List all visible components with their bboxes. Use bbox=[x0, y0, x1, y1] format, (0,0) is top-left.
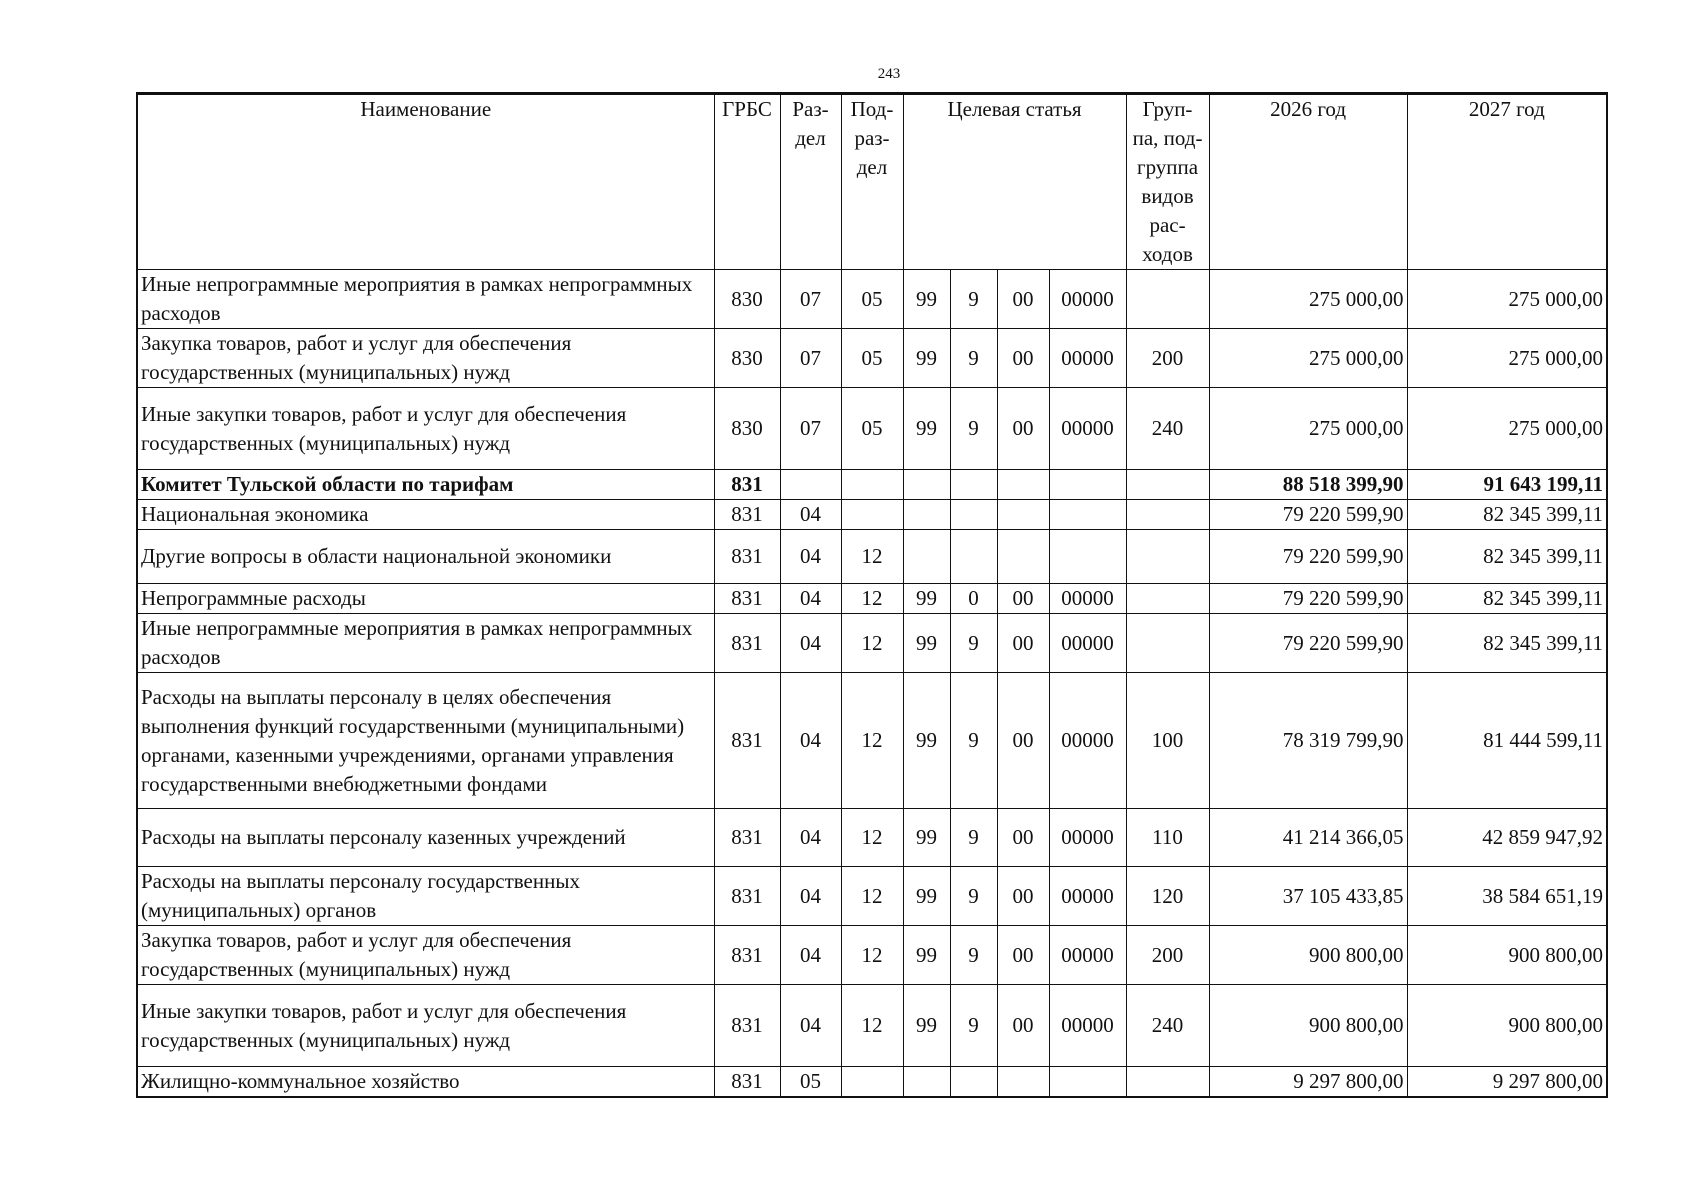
row-tselevaya-2: 9 bbox=[950, 926, 997, 985]
row-sum-2027: 900 800,00 bbox=[1407, 985, 1607, 1067]
row-name: Иные закупки товаров, работ и услуг для обеспечения государственных (муниципальных) нужд bbox=[137, 985, 714, 1067]
row-tselevaya-3: 00 bbox=[997, 614, 1049, 673]
row-podrazdel: 12 bbox=[841, 985, 903, 1067]
row-vid-rashodov bbox=[1126, 470, 1209, 500]
row-grbs: 830 bbox=[714, 388, 780, 470]
row-tselevaya-4: 00000 bbox=[1049, 270, 1126, 329]
row-name: Закупка товаров, работ и услуг для обеспечения государственных (муниципальных) нужд bbox=[137, 926, 714, 985]
row-tselevaya-4: 00000 bbox=[1049, 673, 1126, 809]
row-vid-rashodov: 120 bbox=[1126, 867, 1209, 926]
header-grbs: ГРБС bbox=[714, 94, 780, 270]
row-name: Иные непрограммные мероприятия в рамках непрограммных расходов bbox=[137, 614, 714, 673]
row-tselevaya-3 bbox=[997, 500, 1049, 530]
row-razdel: 04 bbox=[780, 809, 841, 867]
row-tselevaya-4: 00000 bbox=[1049, 985, 1126, 1067]
row-podrazdel: 12 bbox=[841, 809, 903, 867]
row-podrazdel: 05 bbox=[841, 329, 903, 388]
row-sum-2027: 82 345 399,11 bbox=[1407, 584, 1607, 614]
row-tselevaya-3: 00 bbox=[997, 270, 1049, 329]
row-name: Расходы на выплаты персоналу в целях обеспечения выполнения функций государственными (муниципальными) органами, казенными учреждениями, органами управления государственными внебюджетными фондами bbox=[137, 673, 714, 809]
row-razdel: 07 bbox=[780, 329, 841, 388]
header-tselevaya-statya: Целевая статья bbox=[903, 94, 1126, 270]
row-tselevaya-4: 00000 bbox=[1049, 614, 1126, 673]
row-tselevaya-3 bbox=[997, 1067, 1049, 1098]
row-tselevaya-2 bbox=[950, 500, 997, 530]
row-vid-rashodov bbox=[1126, 584, 1209, 614]
row-tselevaya-1: 99 bbox=[903, 867, 950, 926]
row-tselevaya-3: 00 bbox=[997, 985, 1049, 1067]
row-tselevaya-3: 00 bbox=[997, 926, 1049, 985]
row-sum-2027: 275 000,00 bbox=[1407, 329, 1607, 388]
row-tselevaya-4: 00000 bbox=[1049, 809, 1126, 867]
row-name: Расходы на выплаты персоналу казенных учреждений bbox=[137, 809, 714, 867]
row-tselevaya-2: 9 bbox=[950, 809, 997, 867]
row-tselevaya-2: 9 bbox=[950, 270, 997, 329]
row-podrazdel: 12 bbox=[841, 867, 903, 926]
row-tselevaya-2 bbox=[950, 530, 997, 584]
row-vid-rashodov: 200 bbox=[1126, 329, 1209, 388]
row-tselevaya-3 bbox=[997, 470, 1049, 500]
row-tselevaya-1 bbox=[903, 530, 950, 584]
row-grbs: 830 bbox=[714, 329, 780, 388]
row-tselevaya-2: 9 bbox=[950, 673, 997, 809]
row-vid-rashodov bbox=[1126, 530, 1209, 584]
row-tselevaya-3: 00 bbox=[997, 388, 1049, 470]
row-sum-2027: 9 297 800,00 bbox=[1407, 1067, 1607, 1098]
row-name: Комитет Тульской области по тарифам bbox=[137, 470, 714, 500]
row-razdel: 04 bbox=[780, 926, 841, 985]
row-sum-2026: 9 297 800,00 bbox=[1209, 1067, 1407, 1098]
row-tselevaya-4: 00000 bbox=[1049, 584, 1126, 614]
table-row bbox=[137, 985, 1607, 1067]
header-year-2027: 2027 год bbox=[1407, 94, 1607, 270]
row-tselevaya-2: 9 bbox=[950, 388, 997, 470]
row-tselevaya-1: 99 bbox=[903, 388, 950, 470]
row-razdel bbox=[780, 470, 841, 500]
header-razdel: Раз- дел bbox=[780, 94, 841, 270]
table-row bbox=[137, 470, 1607, 500]
row-sum-2026: 900 800,00 bbox=[1209, 985, 1407, 1067]
row-podrazdel bbox=[841, 470, 903, 500]
row-sum-2027: 42 859 947,92 bbox=[1407, 809, 1607, 867]
row-podrazdel: 05 bbox=[841, 388, 903, 470]
row-sum-2026: 275 000,00 bbox=[1209, 329, 1407, 388]
row-grbs: 831 bbox=[714, 926, 780, 985]
table-row bbox=[137, 673, 1607, 809]
row-tselevaya-4 bbox=[1049, 470, 1126, 500]
row-razdel: 04 bbox=[780, 614, 841, 673]
row-tselevaya-1 bbox=[903, 500, 950, 530]
row-razdel: 05 bbox=[780, 1067, 841, 1098]
row-podrazdel: 12 bbox=[841, 926, 903, 985]
row-tselevaya-2: 9 bbox=[950, 614, 997, 673]
row-sum-2026: 88 518 399,90 bbox=[1209, 470, 1407, 500]
row-sum-2027: 82 345 399,11 bbox=[1407, 500, 1607, 530]
table-row bbox=[137, 270, 1607, 329]
row-tselevaya-1 bbox=[903, 1067, 950, 1098]
row-tselevaya-2: 9 bbox=[950, 867, 997, 926]
table-header-row bbox=[137, 94, 1607, 270]
row-podrazdel: 12 bbox=[841, 530, 903, 584]
header-name: Наименование bbox=[137, 94, 714, 270]
row-sum-2027: 275 000,00 bbox=[1407, 270, 1607, 329]
row-sum-2027: 900 800,00 bbox=[1407, 926, 1607, 985]
row-podrazdel bbox=[841, 500, 903, 530]
row-vid-rashodov bbox=[1126, 1067, 1209, 1098]
row-grbs: 831 bbox=[714, 1067, 780, 1098]
row-grbs: 831 bbox=[714, 614, 780, 673]
row-grbs: 831 bbox=[714, 867, 780, 926]
row-grbs: 830 bbox=[714, 270, 780, 329]
row-sum-2026: 79 220 599,90 bbox=[1209, 614, 1407, 673]
row-tselevaya-2: 0 bbox=[950, 584, 997, 614]
row-razdel: 07 bbox=[780, 388, 841, 470]
row-grbs: 831 bbox=[714, 530, 780, 584]
row-tselevaya-1: 99 bbox=[903, 926, 950, 985]
row-tselevaya-3: 00 bbox=[997, 809, 1049, 867]
row-tselevaya-1: 99 bbox=[903, 584, 950, 614]
table-body bbox=[137, 270, 1607, 1098]
row-sum-2026: 275 000,00 bbox=[1209, 270, 1407, 329]
table-row bbox=[137, 867, 1607, 926]
row-tselevaya-3: 00 bbox=[997, 867, 1049, 926]
row-name: Иные закупки товаров, работ и услуг для обеспечения государственных (муниципальных) нужд bbox=[137, 388, 714, 470]
row-sum-2027: 275 000,00 bbox=[1407, 388, 1607, 470]
row-razdel: 04 bbox=[780, 530, 841, 584]
row-podrazdel bbox=[841, 1067, 903, 1098]
row-podrazdel: 12 bbox=[841, 614, 903, 673]
row-name: Иные непрограммные мероприятия в рамках непрограммных расходов bbox=[137, 270, 714, 329]
table-row bbox=[137, 530, 1607, 584]
row-tselevaya-4 bbox=[1049, 1067, 1126, 1098]
row-name: Национальная экономика bbox=[137, 500, 714, 530]
row-sum-2026: 900 800,00 bbox=[1209, 926, 1407, 985]
row-grbs: 831 bbox=[714, 500, 780, 530]
row-tselevaya-4: 00000 bbox=[1049, 388, 1126, 470]
row-sum-2026: 41 214 366,05 bbox=[1209, 809, 1407, 867]
table-row bbox=[137, 614, 1607, 673]
row-podrazdel: 12 bbox=[841, 673, 903, 809]
row-tselevaya-1: 99 bbox=[903, 809, 950, 867]
row-tselevaya-1 bbox=[903, 470, 950, 500]
row-grbs: 831 bbox=[714, 673, 780, 809]
table-row bbox=[137, 1067, 1607, 1098]
row-sum-2026: 78 319 799,90 bbox=[1209, 673, 1407, 809]
row-tselevaya-2 bbox=[950, 1067, 997, 1098]
row-vid-rashodov bbox=[1126, 270, 1209, 329]
row-grbs: 831 bbox=[714, 584, 780, 614]
row-vid-rashodov: 240 bbox=[1126, 985, 1209, 1067]
table-row bbox=[137, 809, 1607, 867]
row-razdel: 04 bbox=[780, 867, 841, 926]
row-tselevaya-3 bbox=[997, 530, 1049, 584]
row-vid-rashodov: 100 bbox=[1126, 673, 1209, 809]
table-row bbox=[137, 584, 1607, 614]
row-name: Жилищно-коммунальное хозяйство bbox=[137, 1067, 714, 1098]
row-razdel: 07 bbox=[780, 270, 841, 329]
row-razdel: 04 bbox=[780, 985, 841, 1067]
row-tselevaya-2: 9 bbox=[950, 329, 997, 388]
row-vid-rashodov bbox=[1126, 614, 1209, 673]
row-tselevaya-4: 00000 bbox=[1049, 926, 1126, 985]
row-tselevaya-4: 00000 bbox=[1049, 329, 1126, 388]
page-number: 243 bbox=[877, 66, 901, 82]
row-sum-2027: 38 584 651,19 bbox=[1407, 867, 1607, 926]
row-tselevaya-3: 00 bbox=[997, 329, 1049, 388]
row-sum-2027: 82 345 399,11 bbox=[1407, 530, 1607, 584]
row-tselevaya-2: 9 bbox=[950, 985, 997, 1067]
row-tselevaya-3: 00 bbox=[997, 584, 1049, 614]
table-row bbox=[137, 500, 1607, 530]
row-name: Расходы на выплаты персоналу государственных (муниципальных) органов bbox=[137, 867, 714, 926]
row-tselevaya-1: 99 bbox=[903, 614, 950, 673]
row-grbs: 831 bbox=[714, 470, 780, 500]
row-tselevaya-1: 99 bbox=[903, 673, 950, 809]
row-tselevaya-3: 00 bbox=[997, 673, 1049, 809]
table-row bbox=[137, 388, 1607, 470]
budget-table bbox=[136, 92, 1608, 1098]
row-sum-2027: 91 643 199,11 bbox=[1407, 470, 1607, 500]
row-tselevaya-1: 99 bbox=[903, 329, 950, 388]
row-grbs: 831 bbox=[714, 809, 780, 867]
row-name: Другие вопросы в области национальной экономики bbox=[137, 530, 714, 584]
row-sum-2027: 82 345 399,11 bbox=[1407, 614, 1607, 673]
header-year-2026: 2026 год bbox=[1209, 94, 1407, 270]
row-tselevaya-1: 99 bbox=[903, 985, 950, 1067]
row-tselevaya-4 bbox=[1049, 530, 1126, 584]
row-tselevaya-4 bbox=[1049, 500, 1126, 530]
row-sum-2027: 81 444 599,11 bbox=[1407, 673, 1607, 809]
row-sum-2026: 275 000,00 bbox=[1209, 388, 1407, 470]
row-vid-rashodov: 240 bbox=[1126, 388, 1209, 470]
row-vid-rashodov bbox=[1126, 500, 1209, 530]
row-vid-rashodov: 110 bbox=[1126, 809, 1209, 867]
row-name: Закупка товаров, работ и услуг для обеспечения государственных (муниципальных) нужд bbox=[137, 329, 714, 388]
header-podrazdel: Под- раз- дел bbox=[841, 94, 903, 270]
row-podrazdel: 12 bbox=[841, 584, 903, 614]
row-razdel: 04 bbox=[780, 500, 841, 530]
row-razdel: 04 bbox=[780, 584, 841, 614]
row-tselevaya-1: 99 bbox=[903, 270, 950, 329]
table-row bbox=[137, 329, 1607, 388]
header-gruppa-vidov-rashodov: Груп- па, под- группа видов рас- ходов bbox=[1126, 94, 1209, 270]
row-sum-2026: 79 220 599,90 bbox=[1209, 500, 1407, 530]
table-row bbox=[137, 926, 1607, 985]
row-podrazdel: 05 bbox=[841, 270, 903, 329]
row-grbs: 831 bbox=[714, 985, 780, 1067]
row-tselevaya-4: 00000 bbox=[1049, 867, 1126, 926]
row-razdel: 04 bbox=[780, 673, 841, 809]
row-vid-rashodov: 200 bbox=[1126, 926, 1209, 985]
row-sum-2026: 37 105 433,85 bbox=[1209, 867, 1407, 926]
row-name: Непрограммные расходы bbox=[137, 584, 714, 614]
row-sum-2026: 79 220 599,90 bbox=[1209, 584, 1407, 614]
row-tselevaya-2 bbox=[950, 470, 997, 500]
row-sum-2026: 79 220 599,90 bbox=[1209, 530, 1407, 584]
